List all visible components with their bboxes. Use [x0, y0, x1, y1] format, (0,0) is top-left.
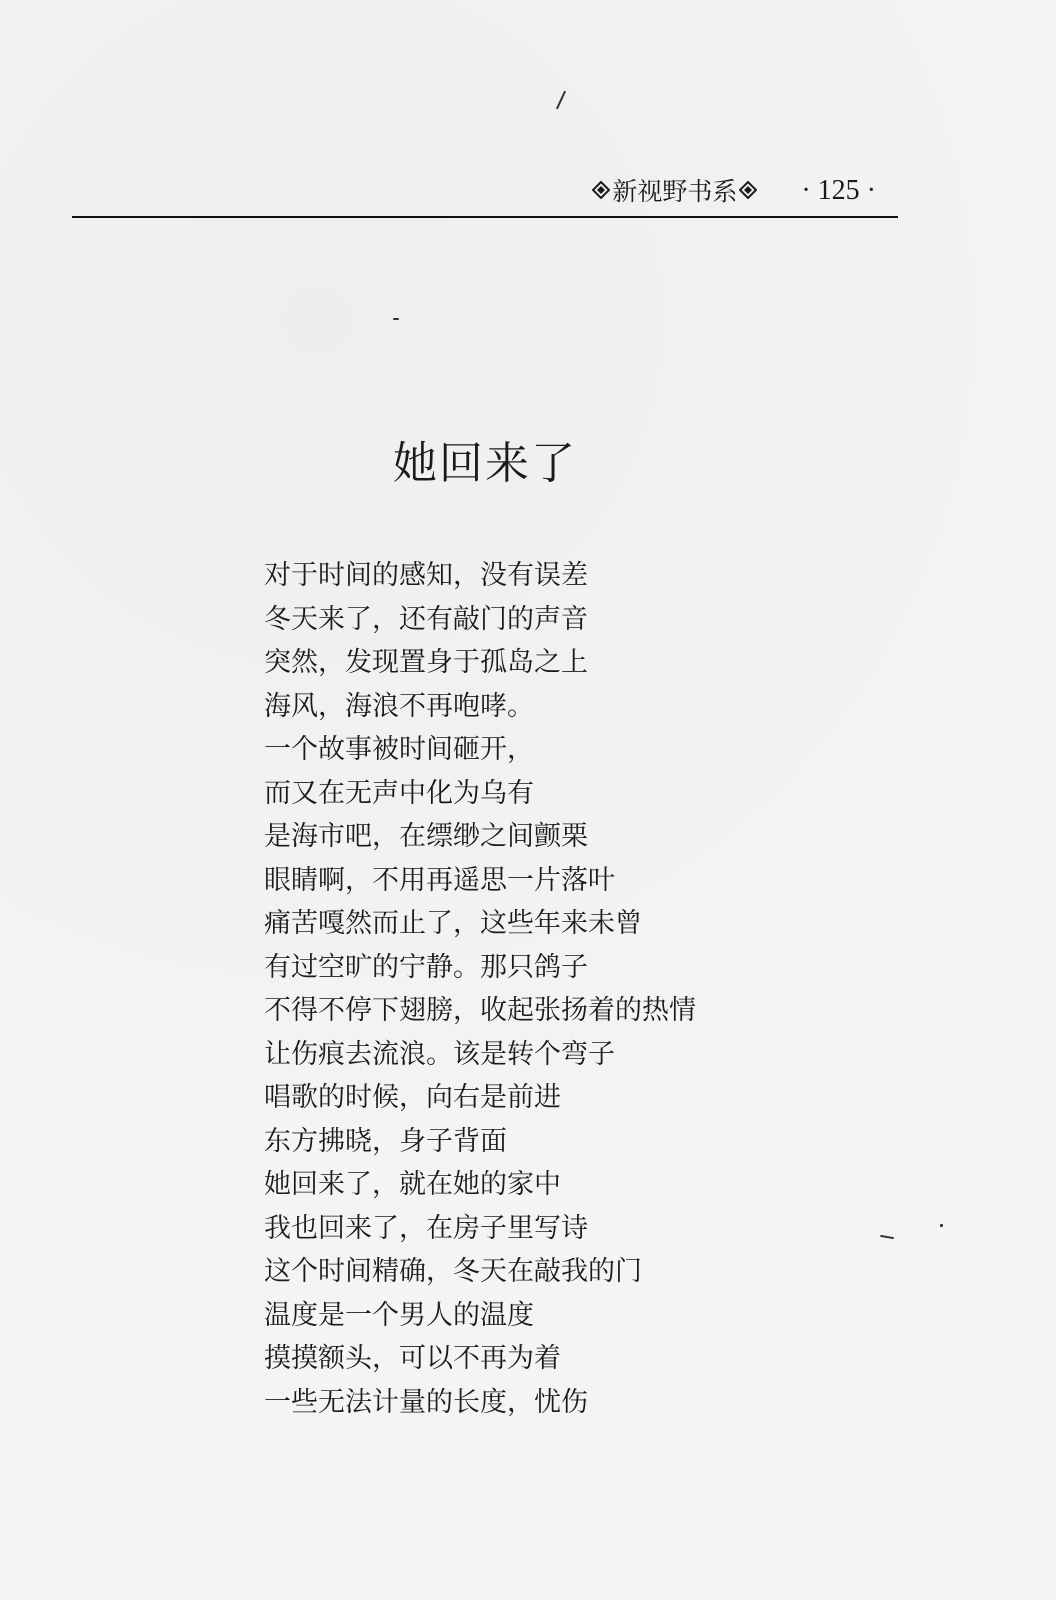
diamond-ornament-icon	[592, 181, 610, 199]
poem-line: 一个故事被时间砸开，	[264, 734, 534, 765]
poem-line: 冬天来了，还有敲门的声音	[264, 603, 588, 635]
poem-line: 摸摸额头，可以不再为着	[264, 1343, 561, 1374]
header-rule	[72, 216, 898, 218]
poem-line: 她回来了，就在她的家中	[264, 1169, 561, 1200]
poem-title: 她回来了	[393, 438, 577, 489]
page-number: · 125 ·	[801, 175, 876, 206]
poem-line: 对于时间的感知，没有误差	[264, 560, 588, 591]
poem-line: 这个时间精确，冬天在敲我的门	[264, 1256, 642, 1287]
scan-mark	[556, 91, 566, 110]
scan-mark	[940, 1224, 943, 1227]
poem-line: 有过空旷的宁静。那只鸽子	[264, 951, 588, 983]
scan-mark	[880, 1235, 894, 1239]
poem-line: 让伤痕去流浪。该是转个弯子	[264, 1038, 615, 1070]
poem-line: 东方拂晓，身子背面	[264, 1125, 507, 1157]
poem-line: 突然，发现置身于孤岛之上	[264, 647, 588, 678]
diamond-ornament-icon	[739, 181, 757, 199]
poem-line: 痛苦嘎然而止了，这些年来未曾	[264, 908, 642, 939]
poem-line: 是海市吧，在缥缈之间颤栗	[264, 821, 588, 852]
series-name: 新视野书系	[612, 177, 738, 206]
running-header	[592, 172, 876, 208]
poem-line: 一些无法计量的长度，忧伤	[264, 1386, 588, 1418]
series-title	[592, 172, 757, 208]
poem-line: 我也回来了，在房子里写诗	[264, 1212, 588, 1244]
poem-line: 不得不停下翅膀，收起张扬着的热情	[264, 995, 696, 1026]
poem-line: 而又在无声中化为乌有	[264, 777, 534, 809]
poem-body	[264, 554, 696, 1424]
poem-line: 眼睛啊，不用再遥思一片落叶	[264, 864, 615, 896]
poem-line: 唱歌的时候，向右是前进	[264, 1082, 561, 1113]
poem-line: 海风，海浪不再咆哮。	[264, 690, 534, 722]
poem-line: 温度是一个男人的温度	[264, 1299, 534, 1331]
scan-mark	[393, 318, 399, 320]
